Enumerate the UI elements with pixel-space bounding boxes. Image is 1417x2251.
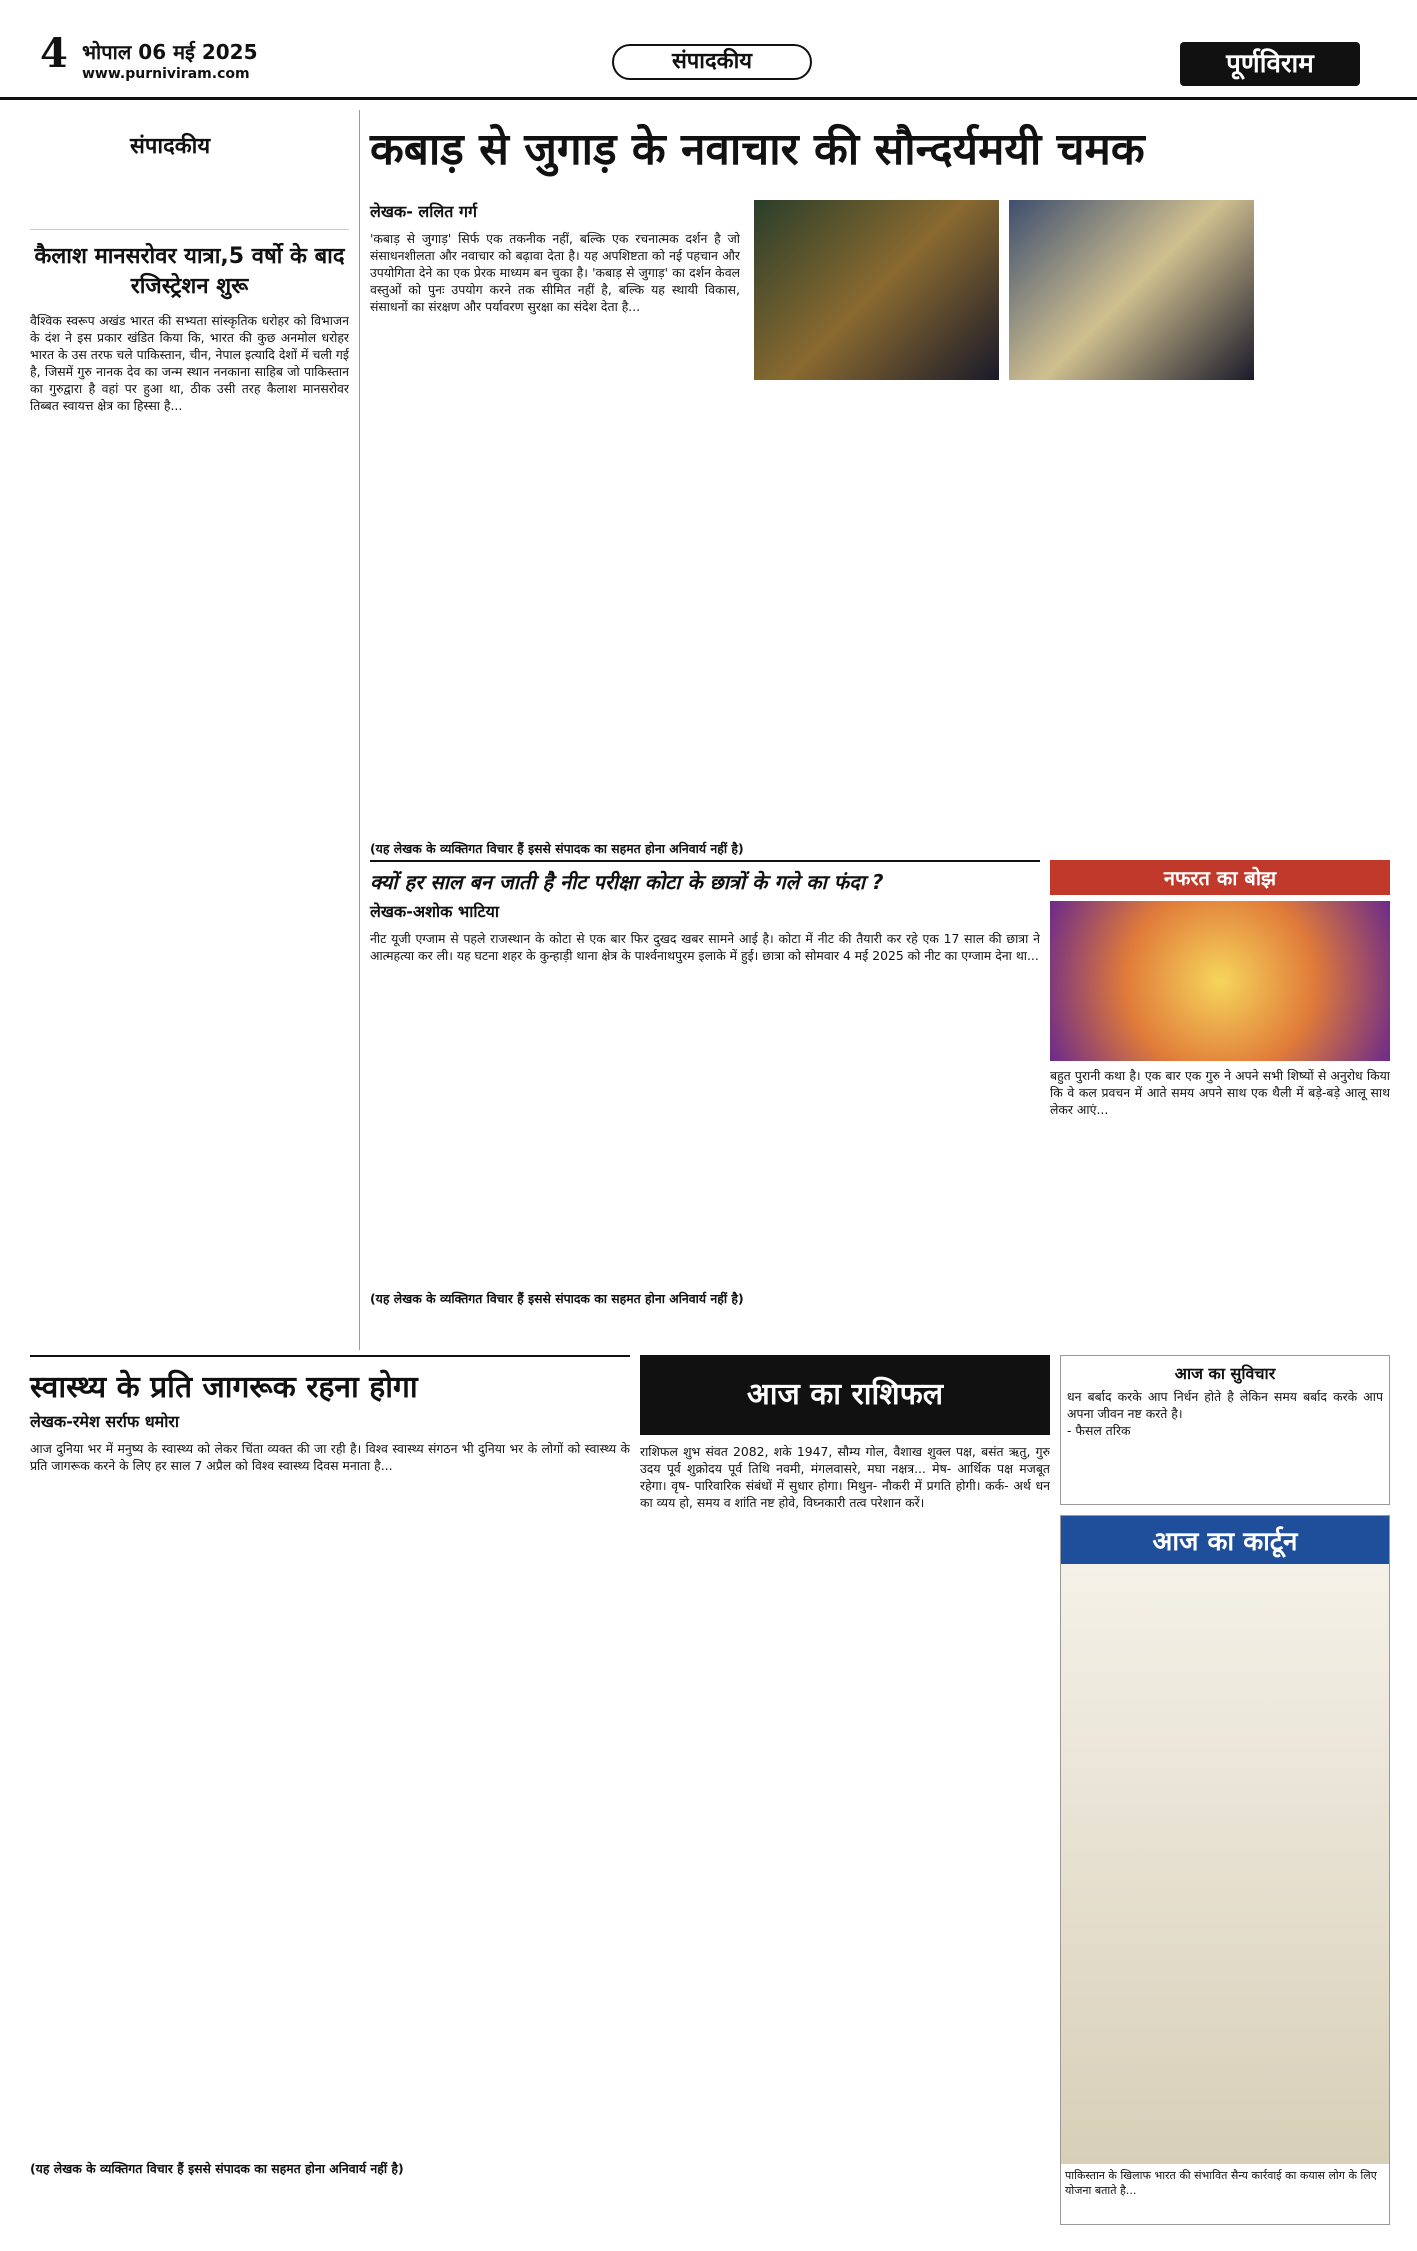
website[interactable]: www.purniviram.com [82,66,250,82]
left-article [30,110,360,1350]
main-footer-note: (यह लेखक के व्यक्तिगत विचार हैं इससे संपादक का सहमत होना अनिवार्य नहीं है) [370,841,744,856]
editorial-illustration [30,110,349,230]
cartoon-image [1061,1564,1389,2164]
rashifal-body: राशिफल शुभ संवत 2082, शके 1947, सौम्य गोल, वैशाख शुक्ल पक्ष, बसंत ऋतु, गुरु उदय पूर्व शुक्रोदय पूर्व तिथि नवमी, मंगलवासरे, मघा नक्षत्र... मेष- आर्थिक पक्ष मजबूत रहेगा। वृष- पारिवारिक संबंधों में सुधार होगा। मिथुन- नौकरी में प्रगति होगी। कर्क- अर्थ धन का व्यय हो, समय व शांति नष्ट होवे, विघ्नकारी तत्व परेशान करें। [640,1444,1050,1510]
neet-article [370,900,1040,1330]
cartoon-caption: पाकिस्तान के खिलाफ भारत की संभावित सैन्य कार्रवाई का कयास लोग के लिए योजना बताते है... [1065,2169,1377,2197]
quote-box [1060,1355,1390,1505]
cartoon-title: आज का कार्टून [1061,1516,1389,1564]
page-number: 4 [40,30,68,77]
hate-box [1050,860,1390,1340]
article-photo [754,200,999,380]
date: भोपाल 06 मई 2025 [82,40,258,64]
main-article [370,200,1390,856]
health-headline: स्वास्थ्य के प्रति जागरूक रहना होगा [30,1355,630,1406]
neet-byline: लेखक-अशोक भाटिया [370,902,499,921]
health-article [30,1410,630,2230]
brand-logo: पूर्णविराम [1180,42,1360,86]
neet-headline: क्यों हर साल बन जाती है नीट परीक्षा कोटा के छात्रों के गले का फंदा ? [370,860,1040,895]
main-body: 'कबाड़ से जुगाड़' सिर्फ एक तकनीक नहीं, बल्कि एक रचनात्मक दर्शन है जो संसाधनशीलता और नवाचार को बढ़ावा देता है। यह अपशिष्टता को नई पहचान और उपयोगिता देने का एक प्रेरक माध्यम बन चुका है। 'कबाड़ से जुगाड़' का दर्शन केवल वस्तुओं को पुनः उपयोग करने तक सीमित नहीं है, बल्कि यह स्थायी विकास, संसाधनों का संरक्षण और पर्यावरण सुरक्षा का संदेश देता है... [370,231,740,314]
meditation-image [1050,901,1390,1061]
quote-title: आज का सुविचार [1174,1364,1276,1383]
health-footer-note: (यह लेखक के व्यक्तिगत विचार हैं इससे संपादक का सहमत होना अनिवार्य नहीं है) [30,2161,404,2176]
hate-title: नफरत का बोझ [1050,860,1390,895]
rashifal [640,1355,1050,2225]
quote-text: धन बर्बाद करके आप निर्धन होते है लेकिन समय बर्बाद करके आप अपना जीवन नष्ट करते है। [1067,1389,1383,1421]
health-byline: लेखक-रमेश सर्राफ धमोरा [30,1412,180,1431]
rashifal-title: आज का राशिफल [640,1355,1050,1435]
main-byline: लेखक- ललित गर्ग [370,202,477,221]
cartoon [1060,1515,1390,2225]
editorial-label: संपादकीय [130,133,211,159]
neet-footer-note: (यह लेखक के व्यक्तिगत विचार हैं इससे संपादक का सहमत होना अनिवार्य नहीं है) [370,1291,744,1306]
main-headline: कबाड़ से जुगाड़ के नवाचार की सौन्दर्यमयी चमक [370,124,1145,175]
health-body: आज दुनिया भर में मनुष्य के स्वास्थ्य को लेकर चिंता व्यक्त की जा रही है। विश्व स्वास्थ्य संगठन भी दुनिया भर के लोगों को स्वास्थ्य के प्रति जागरूक करने के लिए हर साल 7 अप्रैल को विश्व स्वास्थ्य दिवस मनाता है... [30,1441,630,1473]
hate-body: बहुत पुरानी कथा है। एक बार एक गुरु ने अपने सभी शिष्यों से अनुरोध किया कि वे कल प्रवचन में आते समय अपने साथ एक थैली में बड़े-बड़े आलू साथ लेकर आएं... [1050,1068,1390,1117]
quote-attribution: - फैसल तरिक [1067,1423,1131,1438]
article-photo [1009,200,1254,380]
left-headline: कैलाश मानसरोवर यात्रा,5 वर्षो के बाद रजिस्ट्रेशन शुरू [34,244,345,299]
left-body: वैश्विक स्वरूप अखंड भारत की सभ्यता सांस्कृतिक धरोहर को विभाजन के दंश ने इस प्रकार खंडित किया कि, भारत की कुछ अनमोल धरोहर भारत के उस तरफ चले पाकिस्तान, चीन, नेपाल इत्यादि देशों में चली गई है, जिसमें गुरु नानक देव का जन्म स्थान ननकाना साहिब जो पाकिस्तान का गुरुद्वारा है वहां पर हुआ था, ठीक उसी तरह कैलाश मानसरोवर तिब्बत स्वायत्त क्षेत्र का हिस्सा है... [30,313,349,413]
section-label: संपादकीय [612,44,812,80]
neet-body: नीट यूजी एग्जाम से पहले राजस्थान के कोटा से एक बार फिर दुखद खबर सामने आई है। कोटा में नीट की तैयारी कर रहे एक 17 साल की छात्रा ने आत्महत्या कर ली। यह घटना शहर के कुन्हाड़ी थाना क्षेत्र के पार्श्वनाथपुरम इलाके में हुई। छात्रा को सोमवार 4 मई 2025 को नीट का एग्जाम देना था... [370,931,1040,963]
masthead [0,0,1417,100]
